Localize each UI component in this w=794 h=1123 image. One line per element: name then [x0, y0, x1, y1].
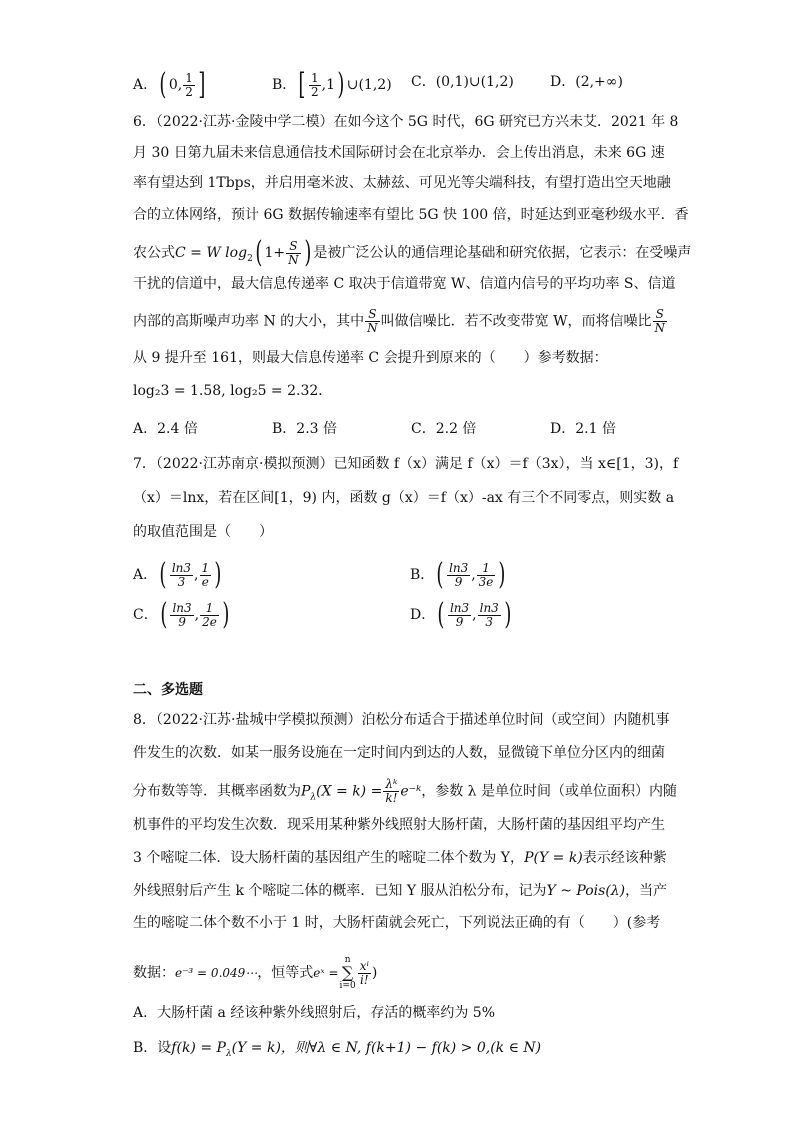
frac-num: ln3 — [479, 600, 499, 615]
interval-rest: ,1 — [321, 77, 336, 93]
q8-line-5 — [133, 848, 667, 868]
question-text: 泊松分布适合于描述单位时间（或空间）内随机事 — [361, 712, 670, 728]
option-label: C． — [411, 421, 436, 437]
sum-sign: n ∑ i=0 — [339, 955, 356, 991]
question-text: ，参数 λ 是单位时间（或单位面积）内随 — [421, 783, 677, 800]
frac-num: xⁱ — [359, 958, 369, 973]
question-text: 是被广泛公认的通信理论基础和研究依据，它表示：在受噪声 — [313, 245, 692, 261]
question-text: 在如今这个 5G 时代，6G 研究已方兴未艾．2021 年 8 — [333, 114, 679, 130]
question-number: 7． — [133, 456, 156, 472]
q6-option-b — [272, 419, 337, 439]
frac-den: 2e — [202, 614, 217, 629]
option-label: C． — [133, 607, 158, 623]
fraction — [477, 562, 496, 589]
option-text: 2.2 倍 — [435, 421, 477, 437]
exp-identity: eˣ = — [313, 966, 339, 980]
question-number: 6． — [133, 114, 156, 130]
fraction — [448, 602, 471, 629]
q7-line-3: 的取值范围是（ ） — [133, 524, 273, 540]
question-text: 数据： — [133, 965, 175, 981]
option-label: D． — [410, 607, 436, 623]
q6-line-8: 从 9 提升至 161，则最大信息传递率 C 会提升到原来的（ ）参考数据： — [133, 350, 608, 366]
pmf-formula: (X = k) = — [316, 783, 383, 800]
fraction — [183, 72, 195, 99]
frac-den: 2 — [311, 84, 319, 99]
q8-line-4: 机事件的平均发生次数．现采用某种紫外线照射大肠杆菌，大肠杆菌的基因组平均产生 — [133, 817, 665, 833]
option-label: B． — [272, 421, 297, 437]
frac-num: 1 — [185, 70, 193, 85]
sum-fraction — [358, 960, 371, 987]
question-text: 3 个嘧啶二体．设大肠杆菌的基因组产生的嘧啶二体个数为 Y， — [133, 850, 525, 866]
option-text: (2,+∞) — [575, 74, 623, 90]
pmf-fraction — [383, 778, 399, 805]
option-label: A． — [133, 567, 158, 583]
frac-num: S — [286, 240, 301, 254]
fraction — [200, 602, 219, 629]
frac-den: 3e — [478, 574, 494, 589]
frac-den: 9 — [178, 614, 186, 629]
option-label: C． — [411, 74, 436, 90]
question-text: 表示经该种紫 — [582, 850, 667, 866]
q8-line-7: 生的嘧啶二体个数不小于 1 时，大肠杆菌就会死亡，下列说法正确的有（ ）(参考 — [133, 915, 661, 931]
q6-line-1 — [133, 112, 678, 132]
q8-line-2: 件发生的次数．如某一服务设施在一定时间内到达的人数，显微镜下单位分区内的细菌 — [133, 745, 665, 761]
q8-line-3 — [133, 778, 677, 807]
q8-line-1 — [133, 710, 669, 730]
question-text: 叫做信噪比．若不改变带宽 W，而将信噪比 — [380, 313, 652, 330]
option-label: B． — [272, 77, 297, 93]
snr-fraction — [653, 308, 668, 335]
option-formula: (Y = k)，则∀λ ∈ N, f(k+1) − f(k) > 0,(k ∈ N) — [231, 1040, 542, 1056]
snr-fraction — [365, 308, 380, 335]
pmf-sub: λ — [310, 792, 317, 803]
frac-den: N — [367, 321, 378, 335]
q8-line-8 — [133, 955, 377, 991]
snr-fraction — [286, 240, 301, 267]
question-source: （2022·江苏·金陵中学二模） — [155, 114, 334, 130]
q6-line-3: 率有望达到 1Tbps，并启用毫米波、太赫兹、可见光等尖端科技，有望打造出空天地融 — [133, 175, 671, 191]
fraction — [309, 72, 321, 99]
question-text: ) — [371, 965, 378, 981]
q8-line-6 — [133, 881, 667, 901]
frac-den: 2 — [185, 84, 193, 99]
frac-den: k! — [385, 791, 398, 805]
frac-num: ln3 — [172, 600, 192, 615]
frac-num: 1 — [311, 70, 319, 85]
q6-option-a — [133, 419, 198, 439]
fraction — [170, 562, 193, 589]
question-text: 已知函数 f（x）满足 f（x）＝f（3x），当 x∈[1，3)，f — [333, 456, 679, 472]
frac-den: 3 — [485, 614, 494, 629]
q6-line-6: 干扰的信道中，最大信息传递率 C 取决于信道带宽 W、信道内信号的平均功率 S、信道 — [133, 276, 676, 292]
q7-option-a: A．( $\frac{\ln 3}{3}$ , $\frac{1}{e}$ ) — [133, 557, 222, 592]
formula-one: 1+ — [264, 245, 286, 261]
question-source: （2022·江苏南京·模拟预测） — [155, 456, 334, 472]
prob-formula: P(Y = k) — [524, 850, 583, 866]
question-source: （2022·江苏·盐城中学模拟预测） — [155, 712, 362, 728]
fraction — [478, 602, 501, 629]
question-text: 外线照射后产生 k 个嘧啶二体的概率．已知 Y 服从泊松分布，记为 — [133, 883, 547, 899]
q6-option-d — [550, 419, 616, 439]
sum-top: n — [344, 955, 351, 965]
q8-option-b — [133, 1038, 541, 1064]
option-label: A． — [133, 77, 158, 93]
pmf-formula: P — [301, 783, 311, 800]
q6-line-4: 合的立体网络，预计 6G 数据传输速率有望比 5G 快 100 倍，时延达到亚毫秒级水平．香 — [133, 207, 689, 223]
option-text: 2.1 倍 — [575, 421, 616, 437]
q6-line-9: log₂3 = 1.58, log₂5 = 2.32． — [133, 383, 333, 399]
q5-option-c — [411, 72, 514, 92]
fraction — [170, 602, 193, 629]
q5-option-d — [550, 72, 623, 92]
frac-den: 9 — [454, 574, 463, 589]
option-label: B．设 — [133, 1040, 172, 1056]
section-title: 二、多选题 — [133, 682, 203, 698]
question-text: 分布数等等．其概率函数为 — [133, 783, 301, 800]
q7-option-c: C．( $\frac{\ln 3}{9}$ , $\frac{1}{2e}$ ) — [133, 597, 230, 632]
frac-num: 1 — [201, 560, 210, 575]
question-number: 8． — [133, 712, 156, 728]
frac-den: N — [654, 321, 665, 335]
q6-line-5: 农公式C = W $\log_2$( 1+ $\frac{S}{N}$ ) 是被广泛公认的通信理论基础和研究依据，它表示：在受噪声 — [133, 235, 692, 270]
fraction — [200, 562, 212, 589]
option-text: 2.3 倍 — [296, 421, 338, 437]
q7-option-b: B．( $\frac{\ln 3}{9}$ , $\frac{1}{3e}$ ) — [410, 557, 506, 592]
pmf-exp: e⁻ᵏ — [400, 783, 422, 800]
interval-low: 0 — [168, 77, 178, 93]
option-text: 2.4 倍 — [157, 421, 198, 437]
option-label: D． — [550, 74, 576, 90]
shannon-formula: C = W log — [175, 245, 248, 261]
frac-den: i! — [359, 972, 369, 987]
q7-line-1 — [133, 454, 678, 474]
frac-den: N — [288, 252, 299, 267]
pois-formula: Y ~ Pois(λ) — [546, 883, 626, 899]
q7-line-2: （x）＝lnx，若在区间[1，9) 内，函数 g（x）＝f（x）-ax 有三个不同零点，则实数 a — [133, 490, 675, 506]
q5-option-a: A．( 0, $\frac{1}{2}$ ] — [133, 67, 206, 102]
option-text: (0,1)∪(1,2) — [435, 74, 514, 90]
q7-option-d: D．( $\frac{\ln 3}{9}$ , $\frac{\ln 3}{3}$ ) — [410, 597, 512, 632]
option-formula: f(k) = P — [171, 1040, 226, 1056]
frac-den: 9 — [455, 614, 464, 629]
q5-option-b: B．[ $\frac{1}{2}$ ,1) ∪(1,2) — [272, 67, 392, 102]
fraction — [447, 562, 470, 589]
frac-den: 3 — [177, 574, 186, 589]
frac-num: ln3 — [449, 560, 469, 575]
q6-option-c — [411, 419, 476, 439]
q8-option-a: A．大肠杆菌 a 经该种紫外线照射后，存活的概率约为 5% — [133, 1005, 496, 1021]
e-formula: e⁻³ = 0.049⋯ — [175, 966, 258, 980]
question-text: 内部的高斯噪声功率 N 的大小，其中 — [133, 313, 365, 330]
q6-line-2: 月 30 日第九届未来信息通信技术国际研讨会在北京举办．会上传出消息，未来 6G 速 — [133, 145, 665, 161]
frac-num: λᵏ — [383, 778, 399, 792]
frac-num: S — [365, 308, 380, 322]
sum-bottom: i=0 — [339, 981, 356, 991]
frac-num: ln3 — [171, 560, 192, 575]
question-text: 农公式 — [133, 245, 175, 261]
log-base: 2 — [247, 253, 253, 264]
option-label: A． — [133, 421, 158, 437]
interval-union: ∪(1,2) — [346, 77, 392, 93]
frac-num: S — [653, 308, 668, 322]
q6-line-7 — [133, 308, 668, 335]
question-text: ，当产 — [625, 883, 668, 899]
option-label: B． — [410, 567, 435, 583]
question-text: ，恒等式 — [257, 965, 314, 981]
frac-num: 1 — [477, 562, 496, 576]
option-sub: λ — [225, 1048, 232, 1059]
frac-den: e — [201, 574, 209, 589]
option-label: D． — [550, 421, 576, 437]
frac-num: ln3 — [449, 600, 470, 615]
frac-num: 1 — [200, 602, 219, 616]
